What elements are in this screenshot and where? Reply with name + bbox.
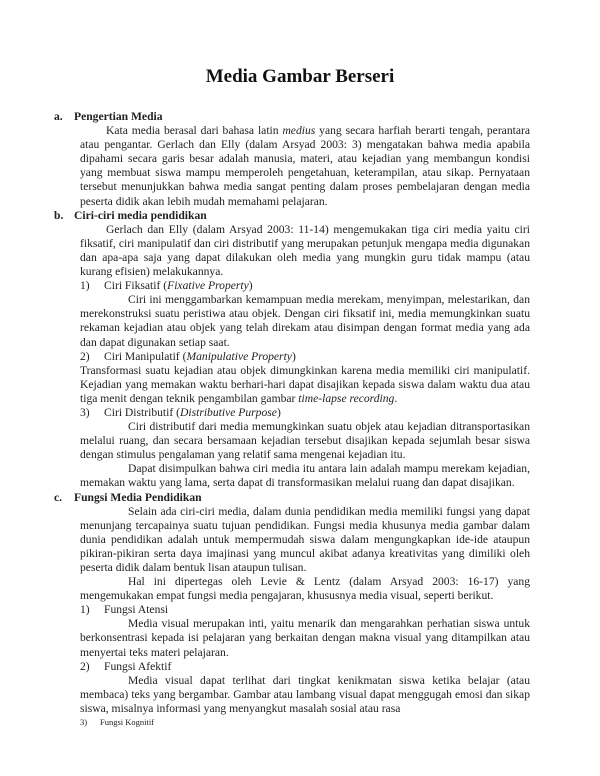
paragraph: Media visual merupakan inti, yaitu menarik dan mengarahkan perhatian siswa untuk berkonsentrasi kepada isi pelajaran yang berkaitan dengan makna visual yang ditampilkan atau menyertai teks materi pelajaran. [80,617,530,659]
list-number: 1) [80,279,90,293]
paragraph: Dapat disimpulkan bahwa ciri media itu antara lain adalah mampu merekam kejadian, memakan waktu yang lama, serta dapat di transformasikan melalui ruang dan dapat disajikan. [80,462,530,490]
section-label: a. [54,110,63,123]
italic-term: Fixative Property [167,279,249,293]
paragraph: Selain ada ciri-ciri media, dalam dunia pendidikan media memiliki fungsi yang dapat menunjang tercapainya suatu tujuan pendidikan. Fungsi media khusunya media gambar dalam dunia pendidikan adalah untuk mempermudah siswa dalam mengungkapkan ide-ide ataupun pikiran-pikiran serta daya imajinasi yang muncul akibat adanya kreativitas yang dimiliki oleh peserta didik dalam bentuk lisan ataupun tulisan. [80,504,530,574]
italic-term: Manipulative Property [186,349,292,363]
list-item-heading [80,603,530,617]
paragraph: Ciri distributif dari media memungkinkan suatu objek atau kejadian ditransportasikan melalui ruang, dan secara bersamaan kejadian tersebut disajikan kepada sejumlah besar siswa dengan stimulus pengalaman yang relatif sama mengenai kejadian itu. [80,420,530,462]
text-run: ) [248,279,253,293]
list-item-heading [80,279,530,293]
section-title: Fungsi Media Pendidikan [74,490,202,504]
text-run: Transformasi suatu kejadian atau objek dimungkinkan karena media memiliki ciri manipulatif. Kejadian yang memakan waktu berhari-hari dapat disajikan kepada siswa dalam waktu dua atau tiga menit dengan teknik pengambilan gambar [80,363,530,405]
list-title: Fungsi Afektif [104,659,172,673]
list-number: 3) [80,405,90,419]
paragraph [80,364,530,406]
document-title: Media Gambar Berseri [205,66,395,87]
paragraph [80,124,530,209]
section-title: Ciri-ciri media pendidikan [74,208,207,222]
section-heading-a [54,110,530,124]
italic-term: Distributive Purpose [180,405,277,419]
section-heading-b [54,209,530,223]
italic-term: time-lapse recording [298,391,395,405]
list-number: 1) [80,603,90,617]
text-run: Ciri Distributif ( [104,405,180,419]
text-run: Kata media berasal dari bahasa latin [106,124,283,138]
text-run: Ciri Fiksatif ( [104,279,168,293]
paragraph: Media visual dapat terlihat dari tingkat kenikmatan siswa ketika belajar (atau membaca) teks yang bergambar. Gambar atau lambang visual dapat menggugah emosi dan sikap siswa, misalnya informasi yang menyangkut masalah sosial atau rasa [80,673,530,715]
list-item-heading [80,350,530,364]
list-number: 2) [80,659,90,673]
section-title: Pengertian Media [74,110,163,123]
italic-term: medius [282,124,316,138]
list-number: 3) [80,717,88,728]
list-item-heading [80,716,530,728]
section-label: c. [54,490,63,504]
section-heading-c [54,491,530,505]
list-title: Fungsi Atensi [104,603,169,617]
text-run: yang secara harfiah berarti tengah, perantara atau pengantar. Gerlach dan Elly (dalam Arsyad 2003: 3) mengatakan bahwa media apabila dipahami secara garis besar adalah manusia, materi, atau kejadian yang membangun kondisi yang membuat siswa mampu memperoleh pengetahuan, keterampilan, atau sikap. Pernyataan tersebut menunjukkan bahwa media sangat penting dalam proses pembelajaran dengan media peserta didik akan lebih mudah memahami pelajaran. [80,124,531,208]
text-run: . [394,391,398,405]
text-run: Ciri Manipulatif ( [104,349,187,363]
list-item-heading [80,660,530,674]
paragraph: Ciri ini menggambarkan kemampuan media merekam, menyimpan, melestarikan, dan merekonstruksi suatu peristiwa atau objek. Dengan ciri fiksatif ini, media memungkinkan suatu rekaman kejadian atau objek yang telah direkam atau disimpan dengan format media yang ada dan dapat digunakan setiap saat. [80,293,530,349]
paragraph: Gerlach dan Elly (dalam Arsyad 2003: 11-14) mengemukakan tiga ciri media yaitu ciri fiksatif, ciri manipulatif dan ciri distributif yang merupakan petunjuk mengapa media digunakan dan apa-apa saja yang dapat dilakukan oleh media yang mungkin guru tidak mampu (atau kurang efisien) melakukannya. [80,222,530,279]
text-run: ) [276,405,281,419]
list-title: Fungsi Kognitif [100,717,155,728]
list-number: 2) [80,349,90,363]
list-item-heading [80,406,530,420]
section-label: b. [54,208,64,222]
text-run: ) [291,349,296,363]
paragraph: Hal ini dipertegas oleh Levie & Lentz (dalam Arsyad 2003: 16-17) yang mengemukakan empat fungsi media pengajaran, khususnya media visual, seperti berikut. [80,575,530,603]
document-body [54,110,530,728]
